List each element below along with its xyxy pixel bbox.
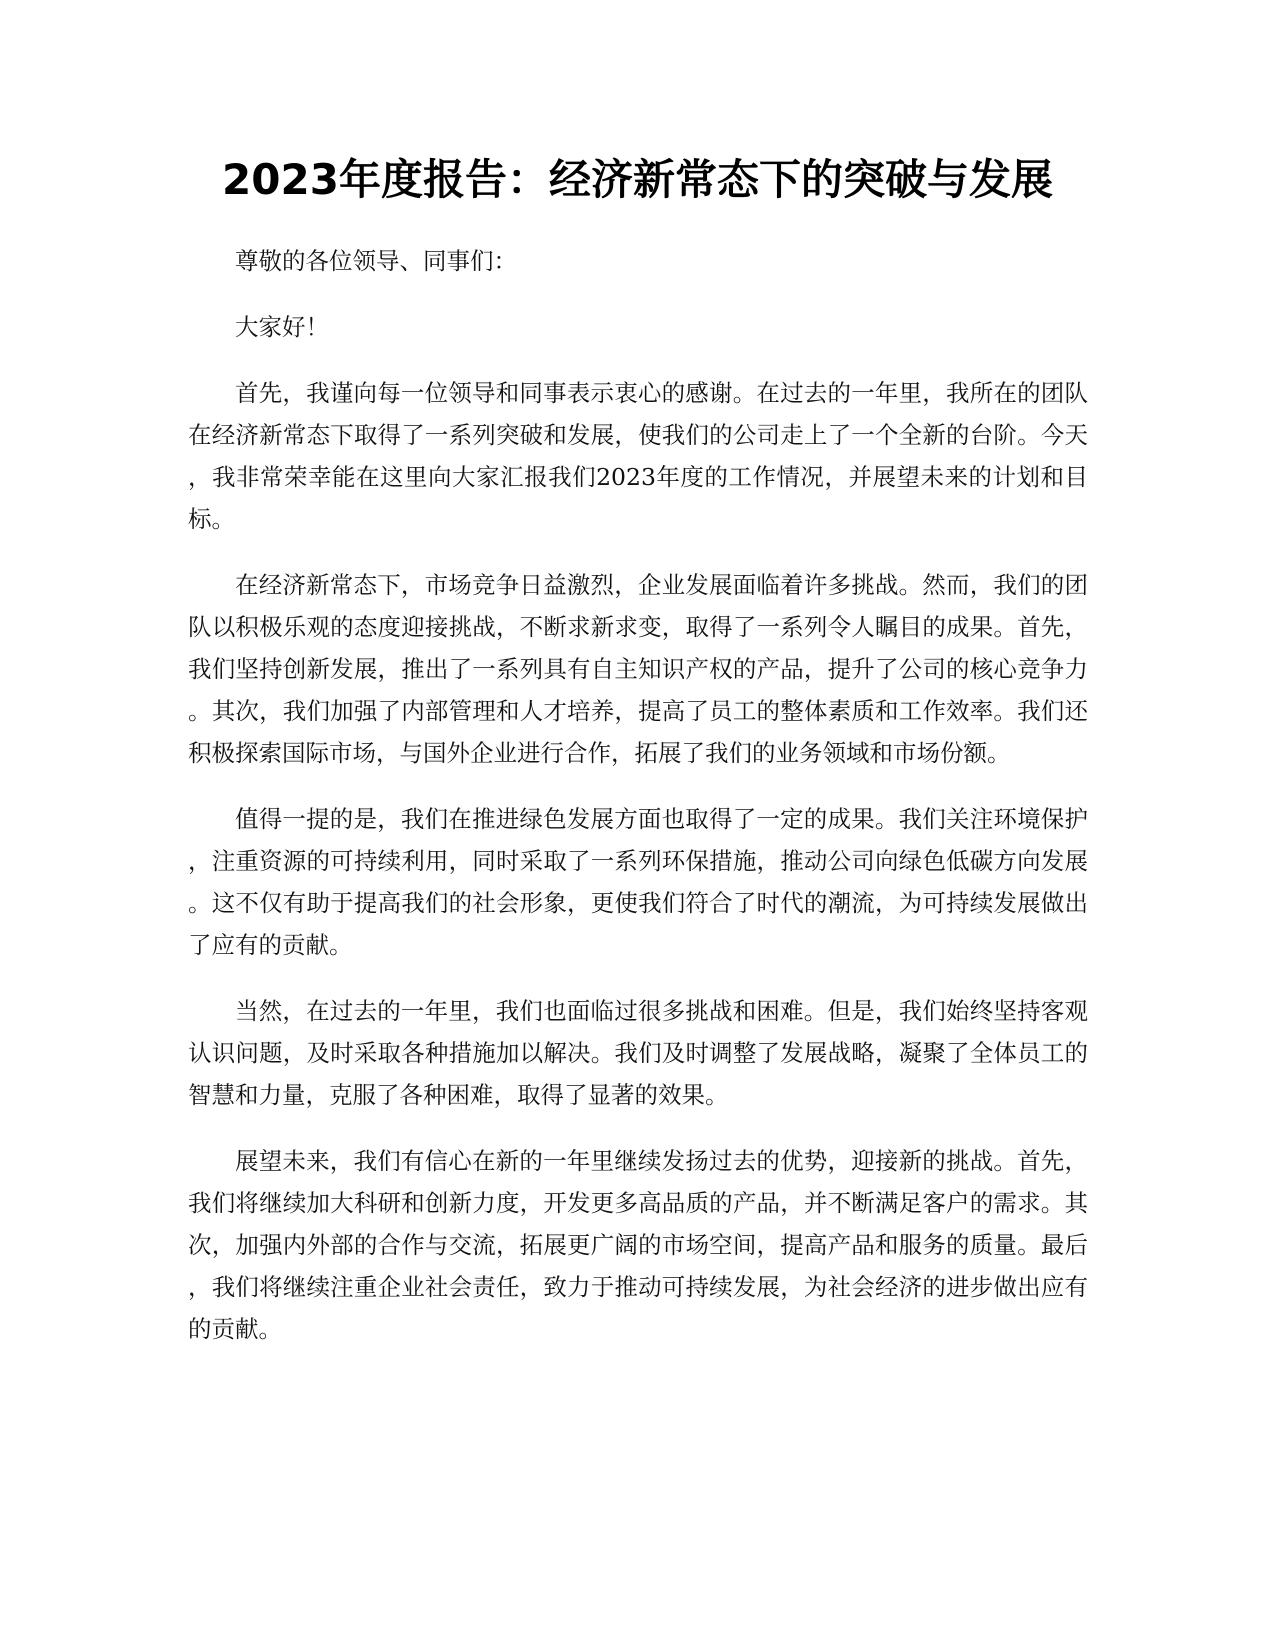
body-paragraph: 首先，我谨向每一位领导和同事表示衷心的感谢。在过去的一年里，我所在的团队在经济新常态下取得了一系列突破和发展，使我们的公司走上了一个全新的台阶。今天，我非常荣幸能在这里向大家汇报我们2023年度的工作情况，并展望未来的计划和目标。 [188, 379, 1088, 533]
document-title: 2023年度报告：经济新常态下的突破与发展 [222, 155, 1053, 204]
body-paragraph: 展望未来，我们有信心在新的一年里继续发扬过去的优势，迎接新的挑战。首先，我们将继续加大科研和创新力度，开发更多高品质的产品，并不断满足客户的需求。其次，加强内外部的合作与交流，拓展更广阔的市场空间，提高产品和服务的质量。最后，我们将继续注重企业社会责任，致力于推动可持续发展，为社会经济的进步做出应有的贡献。 [188, 1147, 1088, 1343]
greeting-paragraph: 大家好！ [235, 313, 329, 341]
body-paragraph: 当然，在过去的一年里，我们也面临过很多挑战和困难。但是，我们始终坚持客观认识问题，及时采取各种措施加以解决。我们及时调整了发展战略，凝聚了全体员工的智慧和力量，克服了各种困难，取得了显著的效果。 [188, 997, 1088, 1109]
body-paragraph: 在经济新常态下，市场竞争日益激烈，企业发展面临着许多挑战。然而，我们的团队以积极乐观的态度迎接挑战，不断求新求变，取得了一系列令人瞩目的成果。首先，我们坚持创新发展，推出了一系列具有自主知识产权的产品，提升了公司的核心竞争力。其次，我们加强了内部管理和人才培养，提高了员工的整体素质和工作效率。我们还积极探索国际市场，与国外企业进行合作，拓展了我们的业务领域和市场份额。 [188, 571, 1088, 767]
body-paragraph: 值得一提的是，我们在推进绿色发展方面也取得了一定的成果。我们关注环境保护，注重资源的可持续利用，同时采取了一系列环保措施，推动公司向绿色低碳方向发展。这不仅有助于提高我们的社会形象，更使我们符合了时代的潮流，为可持续发展做出了应有的贡献。 [188, 805, 1088, 959]
salutation-paragraph: 尊敬的各位领导、同事们： [235, 247, 517, 275]
document-body [188, 240, 1088, 1374]
